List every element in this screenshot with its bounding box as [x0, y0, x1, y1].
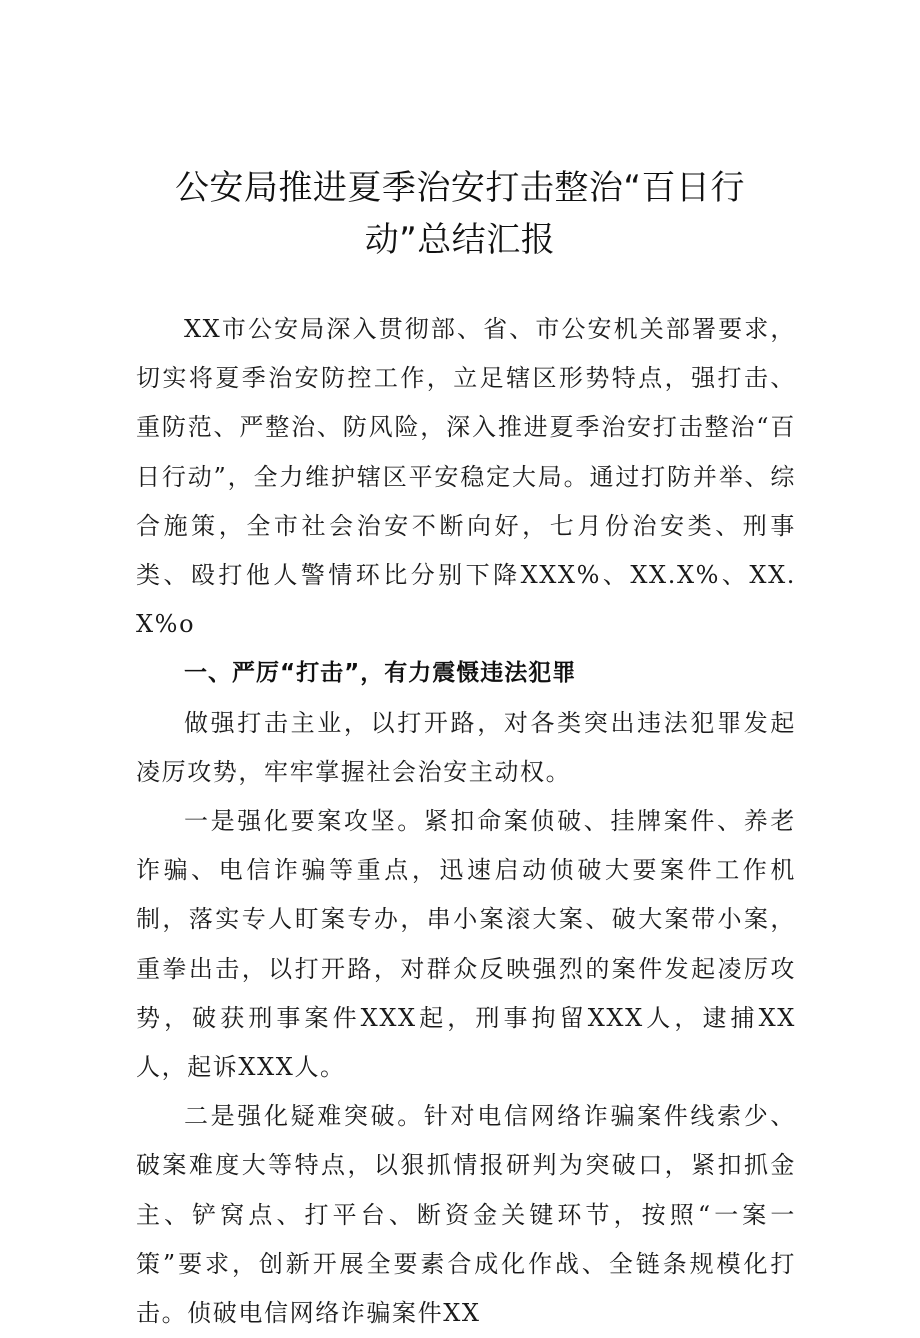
- title-line-1: 公安局推进夏季治安打击整治“百日行: [174, 168, 746, 208]
- section-1-intro-paragraph: 做强打击主业，以打开路，对各类突出违法犯罪发起凌厉攻势，牢牢掌握社会治安主动权。: [136, 708, 796, 786]
- document-body: [136, 305, 796, 1338]
- document-title: [100, 162, 820, 266]
- title-line-2: 动”总结汇报: [364, 220, 556, 260]
- section-heading-1: 一、严厉“打击”，有力震慑违法犯罪: [184, 660, 577, 687]
- point-2-paragraph: 二是强化疑难突破。针对电信网络诈骗案件线索少、破案难度大等特点，以狠抓情报研判为突破口，紧扣抓金主、铲窝点、打平台、断资金关键环节，按照“一案一策”要求，创新开展全要素合成化作战、全链条规模化打击。侦破电信网络诈骗案件XX: [136, 1102, 796, 1328]
- intro-paragraph: XX市公安局深入贯彻部、省、市公安机关部署要求，切实将夏季治安防控工作，立足辖区形势特点，强打击、重防范、严整治、防风险，深入推进夏季治安打击整治“百日行动”，全力维护辖区平安稳定大局。通过打防并举、综合施策，全市社会治安不断向好，七月份治安类、刑事类、殴打他人警情环比分别下降XXX%、XX.X%、XX.X%o: [136, 315, 796, 639]
- point-1-paragraph: 一是强化要案攻坚。紧扣命案侦破、挂牌案件、养老诈骗、电信诈骗等重点，迅速启动侦破大要案件工作机制，落实专人盯案专办，串小案滚大案、破大案带小案，重拳出击，以打开路，对群众反映强烈的案件发起凌厉攻势，破获刑事案件XXX起，刑事拘留XXX人，逮捕XX人，起诉XXX人。: [136, 807, 796, 1082]
